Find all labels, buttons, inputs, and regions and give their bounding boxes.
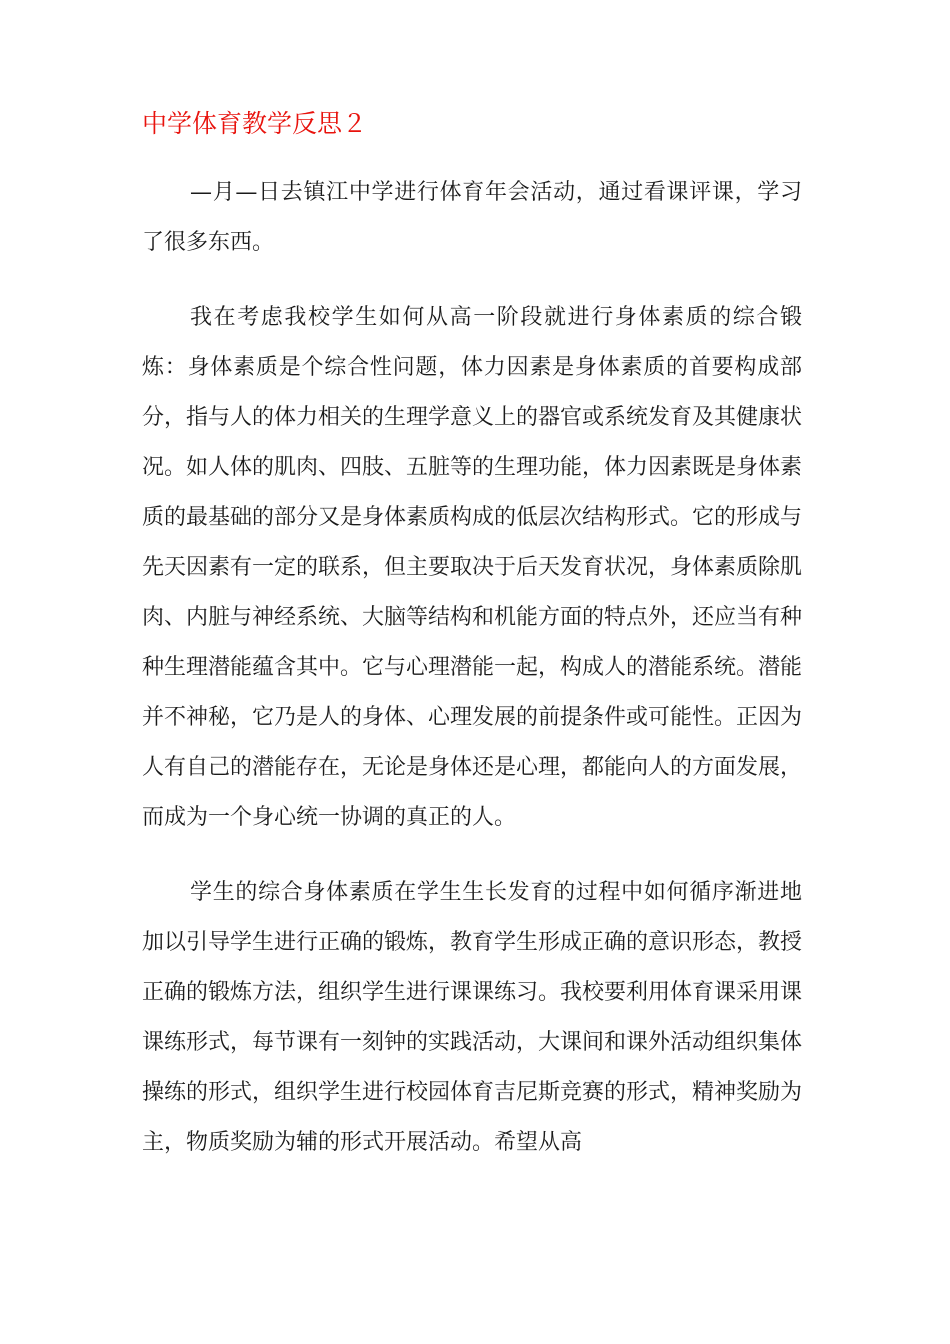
paragraph-2: 我在考虑我校学生如何从高一阶段就进行身体素质的综合锻炼：身体素质是个综合性问题，体力因素是身体素质的首要构成部分，指与人的体力相关的生理学意义上的器官或系统发育及其健康状况。如人体的肌肉、四肢、五脏等的生理功能，体力因素既是身体素质的最基础的部分又是身体素质构成的低层次结构形式。它的形成与先天因素有一定的联系，但主要取决于后天发育状况，身体素质除肌肉、内脏与神经系统、大脑等结构和机能方面的特点外，还应当有种种生理潜能蕴含其中。它与心理潜能一起，构成人的潜能系统。潜能并不神秘，它乃是人的身体、心理发展的前提条件或可能性。正因为人有自己的潜能存在，无论是身体还是心理，都能向人的方面发展，而成为一个身心统一协调的真正的人。 (142, 305, 803, 830)
document-body (142, 168, 802, 1193)
document-title: 中学体育教学反思２ (142, 109, 368, 138)
paragraph-3: 学生的综合身体素质在学生生长发育的过程中如何循序渐进地加以引导学生进行正确的锻炼，教育学生形成正确的意识形态，教授正确的锻炼方法，组织学生进行课课练习。我校要利用体育课采用课课练形式，每节课有一刻钟的实践活动，大课间和课外活动组织集体操练的形式，组织学生进行校园体育吉尼斯竞赛的形式，精神奖励为主，物质奖励为辅的形式开展活动。希望从高 (142, 880, 803, 1155)
paragraph-1: —月—日去镇江中学进行体育年会活动，通过看课评课，学习了很多东西。 (142, 180, 802, 255)
